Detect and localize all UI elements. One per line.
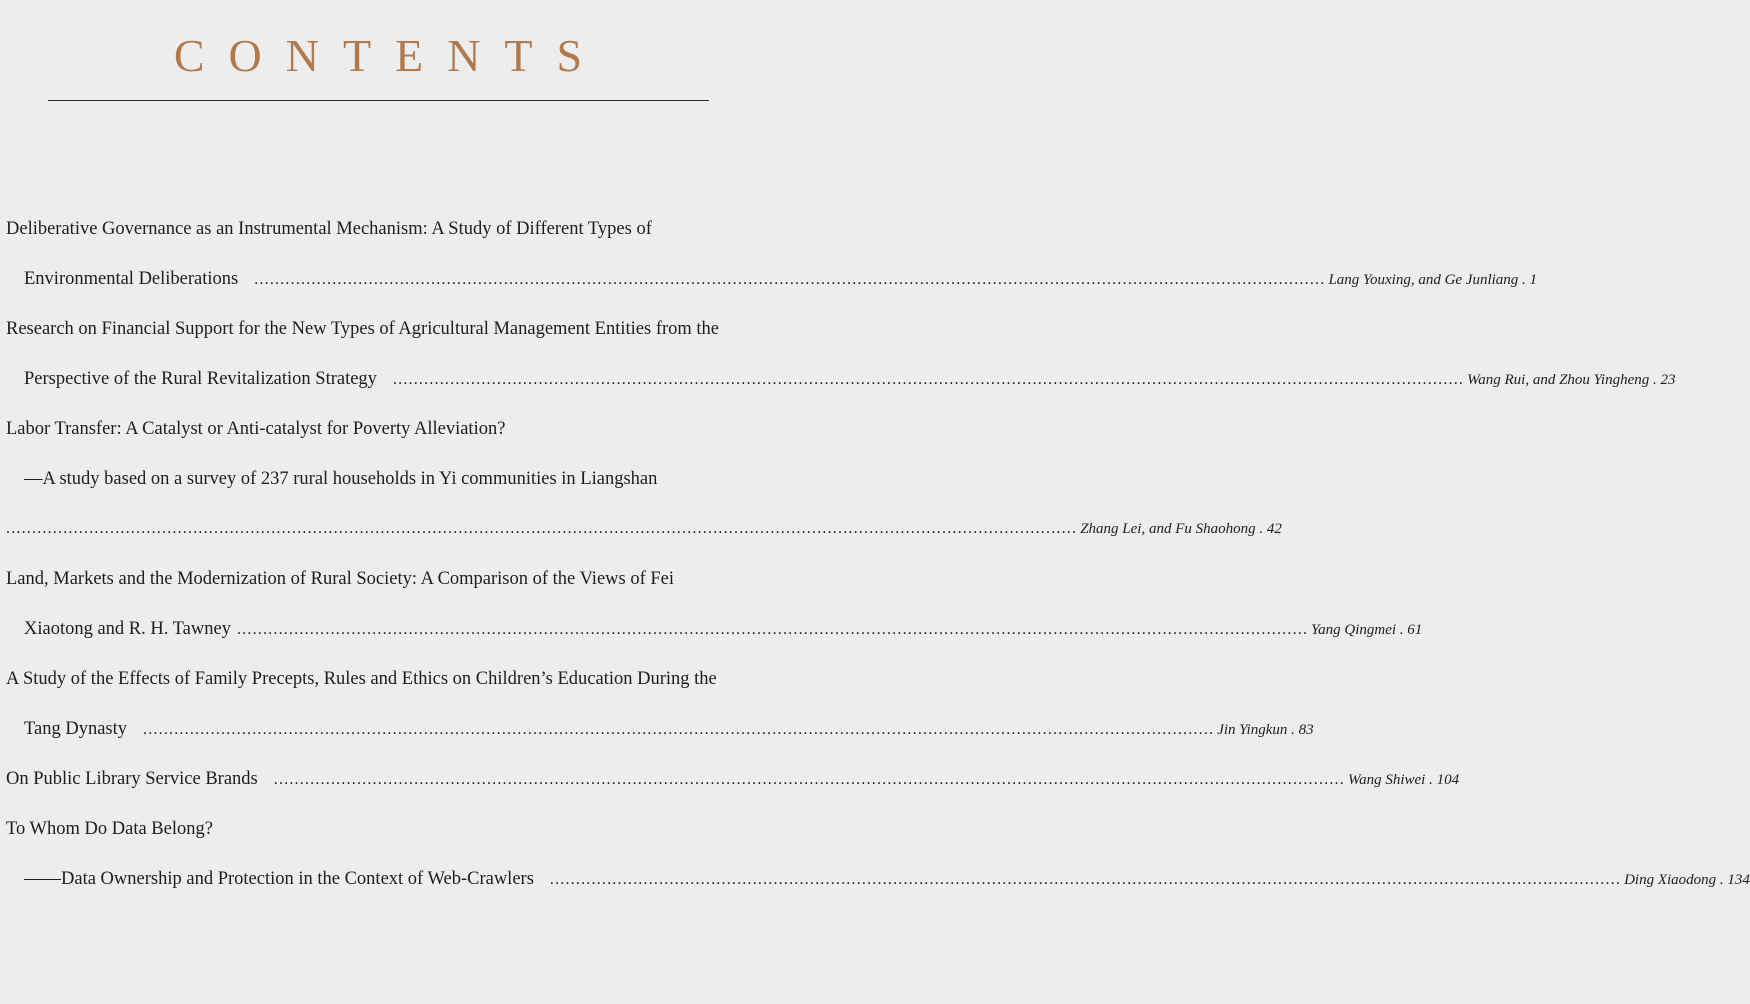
toc-entry-6-title: On Public Library Service Brands bbox=[6, 769, 258, 789]
toc-entry-5-authors: Jin Yingkun . 83 bbox=[1217, 722, 1314, 738]
leader-dots: .............................................................................................................................................................................................................. bbox=[6, 520, 1078, 537]
toc-entry-3-subtitle[interactable]: —A study based on a survey of 237 rural households in Yi communities in Liangshan bbox=[24, 469, 658, 489]
toc-entry-7-authors: Ding Xiaodong . 134 bbox=[1624, 872, 1750, 888]
toc-entry-5-title-cont: Tang Dynasty bbox=[24, 719, 128, 739]
title-divider bbox=[48, 100, 709, 101]
leader-dots: .............................................................................................................................................................................................................. bbox=[549, 871, 1622, 888]
leader-dots: .............................................................................................................................................................................................................. bbox=[236, 621, 1309, 638]
toc-entry-4-end[interactable] bbox=[24, 614, 1423, 644]
toc-entry-2-authors: Wang Rui, and Zhou Yingheng . 23 bbox=[1467, 372, 1676, 388]
page-title: CONTENTS bbox=[173, 30, 607, 81]
toc-entry-1-title-cont: Environmental Deliberations bbox=[24, 269, 239, 289]
toc-entry-4-authors: Yang Qingmei . 61 bbox=[1311, 622, 1423, 638]
leader-dots: .............................................................................................................................................................................................................. bbox=[143, 721, 1215, 738]
toc-entry-4-title-cont: Xiaotong and R. H. Tawney bbox=[24, 619, 231, 639]
toc-entry-3-title[interactable]: Labor Transfer: A Catalyst or Anti-catalyst for Poverty Alleviation? bbox=[6, 419, 506, 439]
leader-dots: .............................................................................................................................................................................................................. bbox=[254, 271, 1326, 288]
toc-entry-7-subtitle: ——Data Ownership and Protection in the Context of Web-Crawlers bbox=[24, 869, 534, 889]
toc-entry-1-end[interactable] bbox=[24, 264, 1538, 294]
toc-entry-3-end[interactable] bbox=[6, 514, 1282, 544]
toc-entry-4-title[interactable]: Land, Markets and the Modernization of Rural Society: A Comparison of the Views of Fei bbox=[6, 569, 675, 589]
toc-entry-1-authors: Lang Youxing, and Ge Junliang . 1 bbox=[1328, 272, 1538, 288]
toc-entry-2-end[interactable] bbox=[24, 364, 1676, 394]
leader-dots: .............................................................................................................................................................................................................. bbox=[273, 771, 1345, 788]
toc-entry-1-title[interactable]: Deliberative Governance as an Instrumental Mechanism: A Study of Different Types of bbox=[6, 219, 652, 239]
toc-entry-7-title[interactable]: To Whom Do Data Belong? bbox=[6, 819, 213, 839]
toc-entry-6[interactable] bbox=[6, 764, 1460, 794]
toc-entry-7-end[interactable] bbox=[24, 864, 1750, 894]
toc-entry-5-end[interactable] bbox=[24, 714, 1314, 744]
toc-entry-2-title-cont: Perspective of the Rural Revitalization Strategy bbox=[24, 369, 377, 389]
leader-dots: .............................................................................................................................................................................................................. bbox=[392, 371, 1465, 388]
toc-entry-2-title[interactable]: Research on Financial Support for the New Types of Agricultural Management Entities from the bbox=[6, 319, 719, 339]
toc-entry-3-authors: Zhang Lei, and Fu Shaohong . 42 bbox=[1080, 521, 1282, 537]
toc-entry-6-authors: Wang Shiwei . 104 bbox=[1347, 772, 1460, 788]
toc-entry-5-title[interactable]: A Study of the Effects of Family Precepts, Rules and Ethics on Children’s Education During the bbox=[6, 669, 717, 689]
